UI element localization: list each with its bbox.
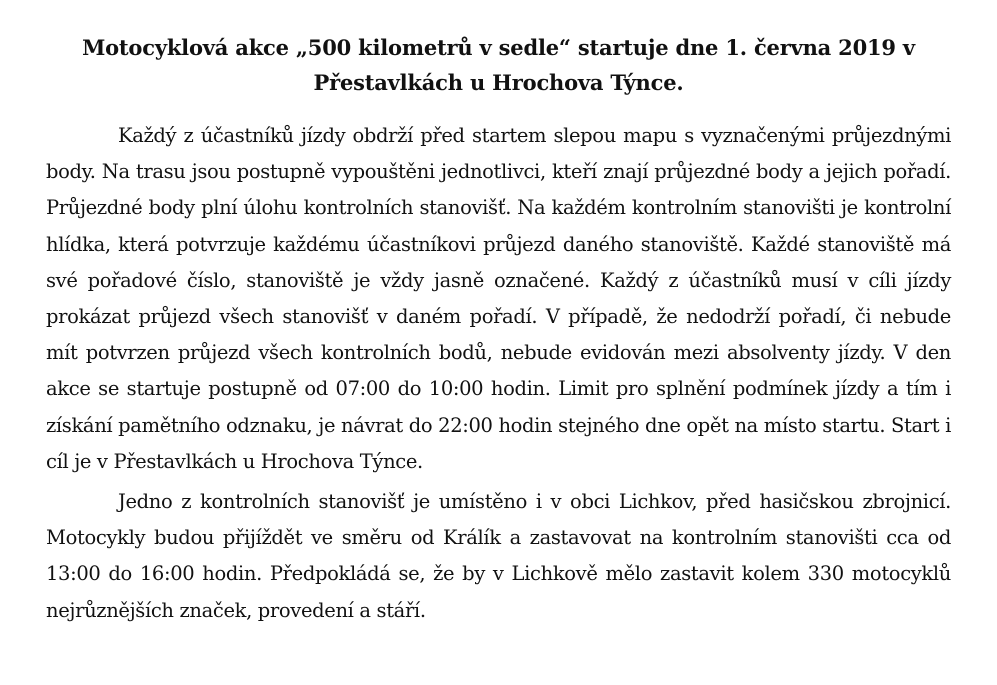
- document-title: Motocyklová akce „500 kilometrů v sedle“ startuje dne 1. června 2019 v Přestavlkách u Hrochova Týnce.: [82, 35, 915, 95]
- paragraph-rules: Každý z účastníků jízdy obdrží před startem slepou mapu s vyznačenými průjezdnými body. Na trasu jsou postupně vypouštěni jednotlivci, kteří znají průjezdné body a jejich pořadí. Průjezdné body plní úlohu kontrolních stanovišť. Na každém kontrolním stanovišti je kontrolní hlídka, která potvrzuje každému účastníkovi průjezd daného stanoviště. Každé stanoviště má své pořadové číslo, stanoviště je vždy jasně označené. Každý z účastníků musí v cíli jízdy prokázat průjezd všech stanovišť v daném pořadí. V případě, že nedodrží pořadí, či nebude mít potvrzen průjezd všech kontrolních bodů, nebude evidován mezi absolventy jízdy. V den akce se startuje postupně od 07:00 do 10:00 hodin. Limit pro splnění podmínek jízdy a tím i získání pamětního odznaku, je návrat do 22:00 hodin stejného dne opět na místo startu. Start i cíl je v Přestavlkách u Hrochova Týnce.: [46, 124, 951, 473]
- paragraph-lichkov: Jedno z kontrolních stanovišť je umístěno i v obci Lichkov, před hasičskou zbrojnicí. Motocykly budou přijíždět ve směru od Králík a zastavovat na kontrolním stanovišti cca od 13:00 do 16:00 hodin. Předpokládá se, že by v Lichkově mělo zastavit kolem 330 motocyklů nejrůznějších značek, provedení a stáří.: [46, 490, 951, 622]
- document-page: [46, 30, 951, 629]
